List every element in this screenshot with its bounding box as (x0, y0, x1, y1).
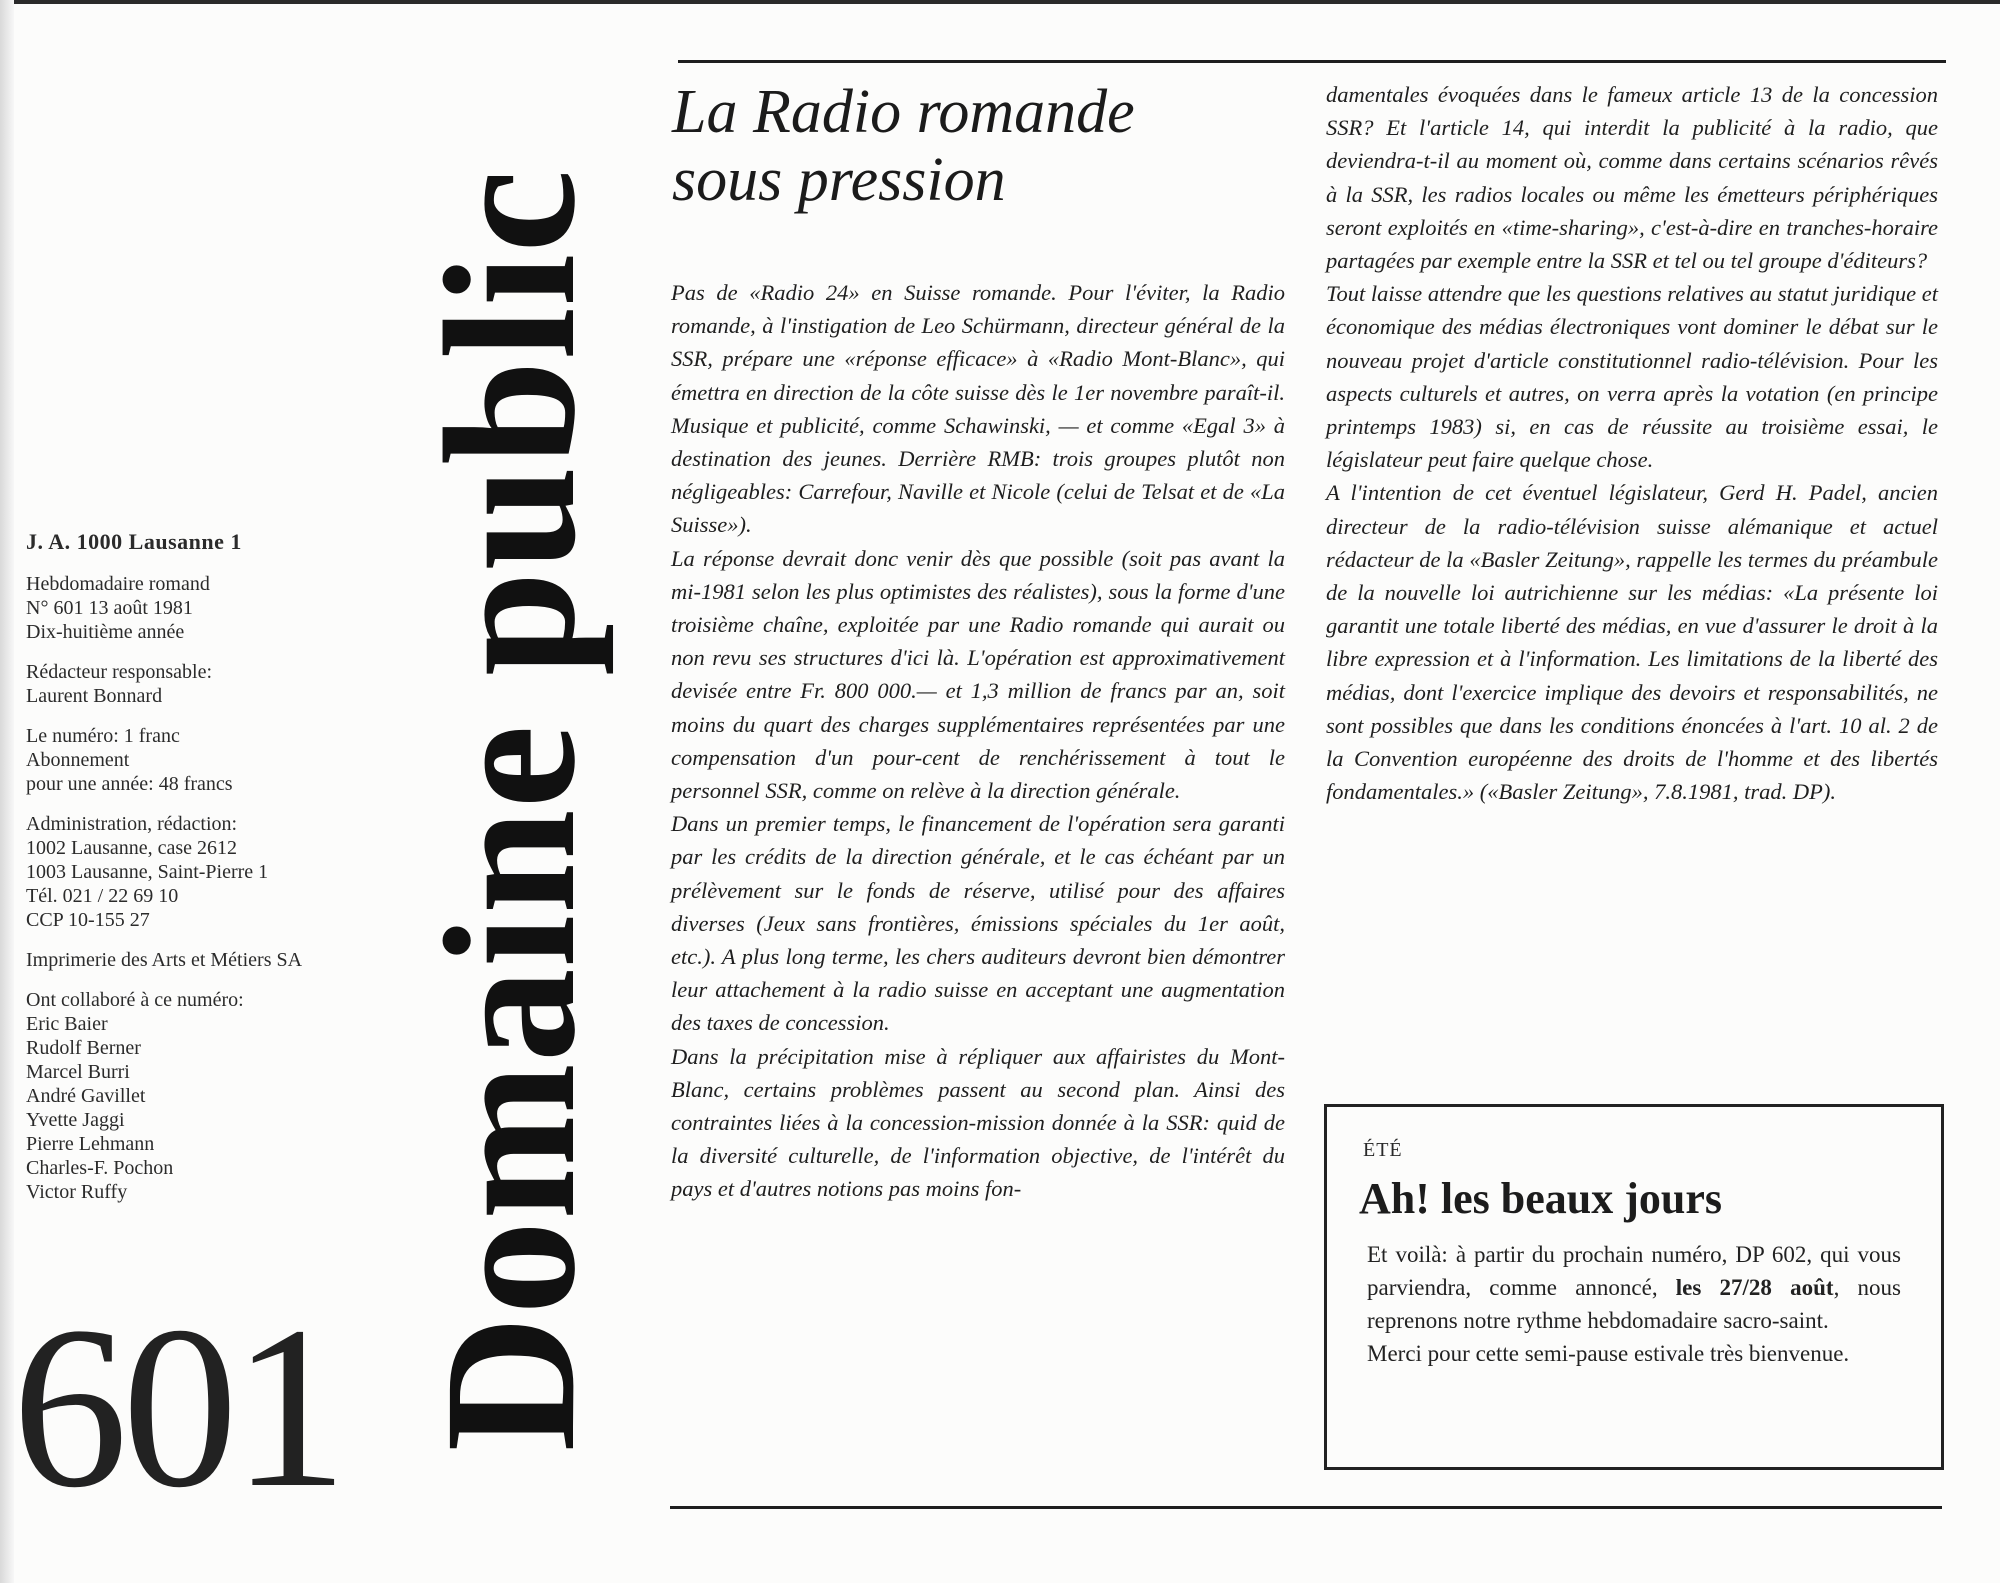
single-issue-price: Le numéro: 1 franc (26, 725, 180, 747)
admin-phone: Tél. 021 / 22 69 10 (26, 885, 179, 907)
article-paragraph: Dans la précipitation mise à répliquer aux affairistes du Mont-Blanc, certains problèmes passent au second plan. Ainsi des contraintes liées à la concession-mission donnée à la SSR: quid de la diversité culturelle, de l'information objective, de l'intérêt du pays et d'autres notions pas moins fon- (671, 1043, 1285, 1202)
admin-ccp: CCP 10-155 27 (26, 909, 150, 931)
price-info (26, 724, 346, 796)
box-text-bold: les 27/28 août (1675, 1275, 1834, 1300)
box-text (1367, 1238, 1901, 1370)
editor-label: Rédacteur responsable: (26, 661, 213, 683)
article-paragraph: Pas de «Radio 24» en Suisse romande. Pour l'éviter, la Radio romande, à l'instigation de Leo Schürmann, directeur général de la SSR, prépare une «réponse efficace» à «Radio Mont-Blanc», qui émettra en direction de la côte suisse dès le 1er novembre paraît-il. Musique et publicité, comme Schawinski, — et comme «Egal 3» à destination des jeunes. Derrière RMB: trois groupes plutôt non négligeables: Carrefour, Naville et Nicole (celui de Telsat et de «La Suisse»). (671, 280, 1285, 538)
admin-address-1: 1002 Lausanne, case 2612 (26, 837, 238, 859)
article-column-right (1326, 78, 1938, 808)
article-paragraph: Dans un premier temps, le financement de l'opération sera garanti par les crédits de la direction générale, et le cas échéant par un prélèvement sur le fonds de réserve, utilisé pour des affaires diverses (Jeux sans frontières, émissions spéciales du 1er août, etc.). A plus long terme, les chers auditeurs devront bien démontrer leur attachement à la radio suisse en acceptant une augmentation des taxes de concession. (671, 811, 1285, 1036)
top-rule (678, 60, 1946, 63)
contributors-heading: Ont collaboré à ce numéro: (26, 989, 244, 1011)
subscription-label: Abonnement (26, 749, 130, 771)
contributor: Yvette Jaggi (26, 1109, 125, 1131)
publication-year: Dix-huitième année (26, 621, 185, 643)
printer-name: Imprimerie des Arts et Métiers SA (26, 949, 303, 971)
contributor: Marcel Burri (26, 1061, 130, 1083)
article-paragraph: La réponse devrait donc venir dès que possible (soit pas avant la mi-1981 selon les plus optimistes des réalistes), sous la forme d'une troisième chaîne, exploitée par une Radio romande qui aurait ou non revu ses structures d'ici là. L'opération est approximativement devisée entre Fr. 800 000.— et 1,3 million de francs par an, soit moins du quart des charges supplémentaires représentées par une compensation d'un pour-cent de renchérissement à tout le personnel SSR, comme on relève à la direction générale. (671, 545, 1285, 804)
box-paragraph: Merci pour cette semi-pause estivale très bienvenue. (1367, 1341, 1850, 1366)
publication-info (26, 572, 346, 644)
article-title-line: sous pression (672, 146, 1006, 214)
contributors-info (26, 988, 346, 1204)
box-title: Ah! les beaux jours (1359, 1174, 1723, 1223)
article-title (672, 78, 1312, 214)
contributor: Charles-F. Pochon (26, 1157, 174, 1179)
issue-date: N° 601 13 août 1981 (26, 597, 193, 619)
article-title-line: La Radio romande (672, 78, 1135, 146)
masthead-area (405, 120, 614, 1500)
postal-line: J. A. 1000 Lausanne 1 (26, 529, 242, 554)
summer-notice-box (1324, 1104, 1944, 1470)
page-top-edge (0, 0, 2000, 4)
box-paragraph (1367, 1238, 1901, 1337)
article-paragraph: Tout laisse attendre que les questions relatives au statut juridique et économique des médias électroniques vont dominer le débat sur le nouveau projet d'article constitutionnel radio-télévision. Pour les aspects culturels et autres, on verra après la votation (en principe printemps 1983) si, en cas de réussite au troisième essai, le législateur peut faire quelque chose. (1326, 281, 1938, 473)
contributor: Victor Ruffy (26, 1181, 128, 1203)
subscription-price: pour une année: 48 francs (26, 773, 233, 795)
contributor: Eric Baier (26, 1013, 108, 1035)
box-kicker: ÉTÉ (1363, 1139, 1403, 1161)
box-text-part: Et voilà: à partir du prochain numéro, DP 602, qui vous parviendra, comme annoncé, (1367, 1242, 1901, 1300)
article-column-left (671, 276, 1285, 1206)
box-text-part: , nous reprenons notre rythme hebdomadaire sacro-saint. (1367, 1275, 1902, 1333)
imprint-sidebar (16, 530, 346, 1220)
admin-address-2: 1003 Lausanne, Saint-Pierre 1 (26, 861, 269, 883)
masthead-title: Domaine public (405, 168, 614, 1452)
article-paragraph: A l'intention de cet éventuel législateur, Gerd H. Padel, ancien directeur de la radio-télévision suisse alémanique et actuel rédacteur de la «Basler Zeitung», rappelle les termes du préambule de la nouvelle loi autrichienne sur les médias: «La présente loi garantit une totale liberté des médias, en vue d'assurer le droit à la libre expression et à l'information. Les limitations de la liberté des médias, dont l'exercice implique des devoirs et responsabilités, ne sont possibles que dans les conditions énoncées à l'art. 10 al. 2 de la Convention européenne des droits de l'homme et des libertés fondamentales.» («Basler Zeitung», 7.8.1981, trad. DP). (1326, 480, 1938, 805)
publication-frequency: Hebdomadaire romand (26, 573, 210, 595)
contributor: André Gavillet (26, 1085, 146, 1107)
editor-name: Laurent Bonnard (26, 685, 163, 707)
printer-info (26, 948, 346, 972)
contributor: Pierre Lehmann (26, 1133, 155, 1155)
editor-info (26, 660, 346, 708)
administration-info (26, 812, 346, 932)
issue-number: 601 (12, 1279, 342, 1536)
bottom-rule (670, 1506, 1942, 1509)
article-paragraph: damentales évoquées dans le fameux article 13 de la concession SSR? Et l'article 14, qui interdit la publicité à la radio, que deviendra-t-il au moment où, comme dans certains scénarios rêvés à la SSR, les radios locales ou même les émetteurs périphériques seront exploités en «time-sharing», c'est-à-dire en tranches-horaire partagées par exemple entre la SSR et tel ou tel groupe d'éditeurs? (1326, 82, 1938, 274)
contributor: Rudolf Berner (26, 1037, 141, 1059)
admin-label: Administration, rédaction: (26, 813, 238, 835)
